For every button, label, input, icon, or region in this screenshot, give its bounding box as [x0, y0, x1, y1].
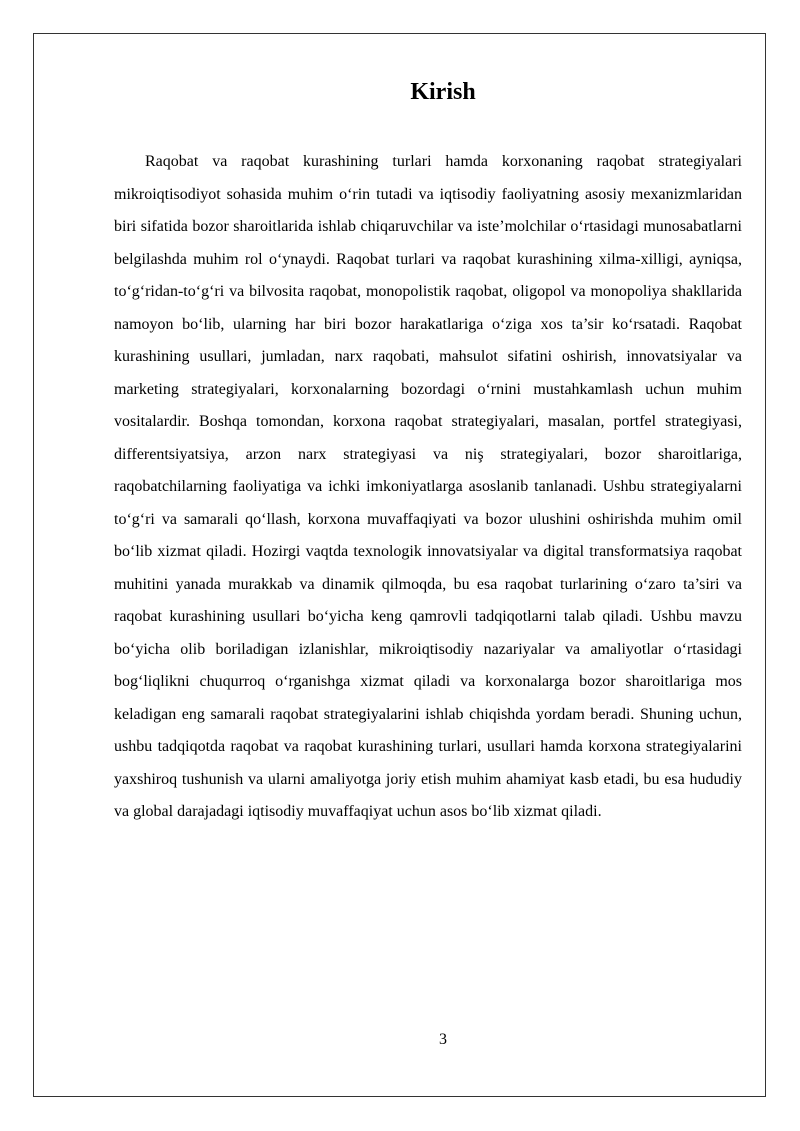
page-title: Kirish	[410, 79, 476, 105]
page-number: 3	[439, 1031, 447, 1048]
body-paragraph: Raqobat va raqobat kurashining turlari hamda korxonaning raqobat strategiyalari mikroiqtisodiyot sohasida muhim o‘rin tutadi va iqtisodiy faoliyatning asosiy mexanizmlaridan biri sifatida bozor sharoitlarida ishlab chiqaruvchilar va iste’molchilar o‘rtasidagi munosabatlarni belgilashda muhim rol o‘ynaydi. Raqobat turlari va raqobat kurashining xilma-xilligi, ayniqsa, to‘g‘ridan-to‘g‘ri va bilvosita raqobat, monopolistik raqobat, oligopol va monopoliya shakllarida namoyon bo‘lib, ularning har biri bozor harakatlariga o‘ziga xos ta’sir ko‘rsatadi. Raqobat kurashining usullari, jumladan, narx raqobati, mahsulot sifatini oshirish, innovatsiyalar va marketing strategiyalari, korxonalarning bozordagi o‘rnini mustahkamlash uchun muhim vositalardir. Boshqa tomondan, korxona raqobat strategiyalari, masalan, portfel strategiyasi, differentsiyatsiya, arzon narx strategiyasi va niş strategiyalari, bozor sharoitlariga, raqobatchilarning faoliyatiga va ichki imkoniyatlarga asoslanib tanlanadi. Ushbu strategiyalarni to‘g‘ri va samarali qo‘llash, korxona muvaffaqiyati va bozor ulushini oshirishda muhim omil bo‘lib xizmat qiladi. Hozirgi vaqtda texnologik innovatsiyalar va digital transformatsiya raqobat muhitini yanada murakkab va dinamik qilmoqda, bu esa raqobat turlarining o‘zaro ta’siri va raqobat kurashining usullari bo‘yicha keng qamrovli tadqiqotlarni talab qiladi. Ushbu mavzu bo‘yicha olib boriladigan izlanishlar, mikroiqtisodiy nazariyalar va amaliyotlar o‘rtasidagi bog‘liqlikni chuqurroq o‘rganishga xizmat qiladi va korxonalarga bozor sharoitlariga mos keladigan eng samarali raqobat strategiyalarini ishlab chiqishda yordam beradi. Shuning uchun, ushbu tadqiqotda raqobat va raqobat kurashining turlari, usullari hamda korxona strategiyalarini yaxshiroq tushunish va ularni amaliyotga joriy etish muhim ahamiyat kasb etadi, bu esa hududiy va global darajadagi iqtisodiy muvaffaqiyat uchun asos bo‘lib xizmat qiladi.	[114, 153, 742, 820]
